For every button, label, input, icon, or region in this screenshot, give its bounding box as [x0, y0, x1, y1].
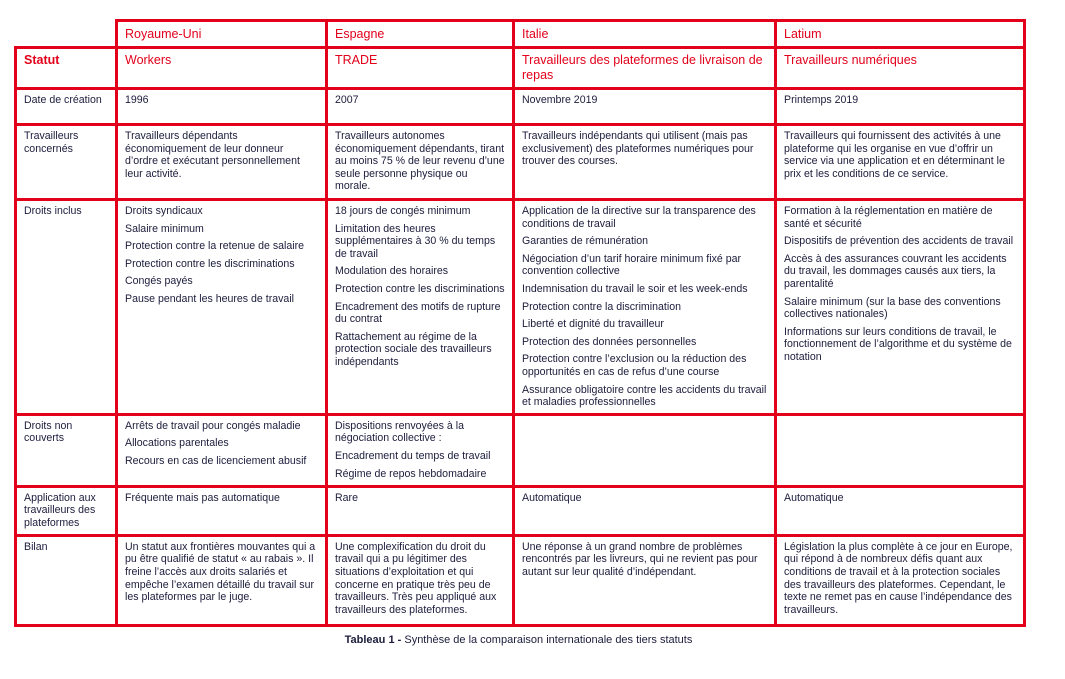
table-cell	[514, 535, 776, 625]
row-label: Date de création	[16, 89, 117, 125]
table-cell	[327, 200, 514, 415]
table-cell	[514, 200, 776, 415]
row-label: Travailleurs concernés	[16, 125, 117, 200]
row-label: Application aux travailleurs des plateformes	[16, 486, 117, 535]
cell-item: Encadrement des motifs de rupture du contrat	[335, 300, 501, 326]
row-label: Bilan	[16, 535, 117, 625]
empty-corner-cell	[16, 21, 117, 48]
status-cell	[776, 48, 1025, 89]
table-cell	[776, 89, 1025, 125]
table-row	[16, 414, 1025, 486]
cell-item: Négociation d’un tarif horaire minimum fixé par convention collective	[522, 252, 742, 278]
status-value: Workers	[125, 53, 172, 67]
cell-item: Régime de repos hebdomadaire	[335, 467, 487, 480]
cell-item: Rare	[335, 491, 358, 504]
cell-item: Droits syndicaux	[125, 205, 203, 217]
cell-item: Arrêts de travail pour congés maladie	[125, 419, 301, 432]
cell-item: Fréquente mais pas automatique	[125, 491, 280, 504]
table-cell	[117, 125, 327, 200]
row-label: Droits inclus	[16, 200, 117, 415]
table-row	[16, 89, 1025, 125]
caption-label: Tableau 1 -	[344, 634, 402, 646]
status-value: Travailleurs numériques	[784, 53, 917, 67]
table-row	[16, 200, 1025, 415]
status-cell	[514, 48, 776, 89]
table-cell	[514, 89, 776, 125]
cell-item: Assurance obligatoire contre les accidents du travail et maladies professionnelles	[522, 383, 767, 409]
table-cell	[117, 414, 327, 486]
table-cell	[776, 125, 1025, 200]
cell-item: Accès à des assurances couvrant les accidents du travail, les dommages causés aux tiers, la parentalité	[784, 252, 1007, 290]
row-label: Statut	[16, 48, 117, 89]
table-cell	[776, 200, 1025, 415]
table-cell	[776, 535, 1025, 625]
table-row	[16, 125, 1025, 200]
cell-item: Limitation des heures supplémentaires à 30 % du temps de travail	[335, 222, 496, 260]
cell-item: Congés payés	[125, 275, 193, 288]
cell-item: Formation à la réglementation en matière de santé et sécurité	[784, 205, 993, 230]
cell-item: Protection des données personnelles	[522, 335, 697, 348]
country-header-row	[16, 21, 1025, 48]
table-caption	[0, 634, 1037, 646]
table-cell	[327, 486, 514, 535]
table-cell	[327, 414, 514, 486]
cell-item: 18 jours de congés minimum	[335, 205, 471, 217]
caption-text: Synthèse de la comparaison internationale des tiers statuts	[401, 634, 693, 646]
table-cell	[776, 414, 1025, 486]
cell-item: Rattachement au régime de la protection sociale des travailleurs indépendants	[335, 330, 492, 368]
status-value: Travailleurs des plateformes de livraison de repas	[522, 53, 763, 82]
cell-item: Protection contre la discrimination	[522, 300, 681, 313]
cell-item: Application de la directive sur la transparence des conditions de travail	[522, 205, 756, 230]
cell-item: Travailleurs autonomes économiquement dépendants, tirant au moins 75 % de leur revenu d’une seule personne physique ou morale.	[335, 130, 505, 193]
cell-item: Protection contre les discriminations	[125, 257, 295, 270]
table-cell	[117, 486, 327, 535]
table-cell	[117, 200, 327, 415]
cell-item: Travailleurs dépendants économiquement de leur donneur d’ordre et exécutant personnellement leur activité.	[125, 130, 300, 180]
status-value: TRADE	[335, 53, 378, 67]
cell-item: Liberté et dignité du travailleur	[522, 318, 664, 331]
cell-item: Une complexification du droit du travail qui a pu légitimer des situations d’exploitation et qui concerne en pratique très peu de travailleurs. Très peu appliqué aux travailleurs des plateformes.	[335, 540, 497, 616]
cell-item: Informations sur leurs conditions de travail, le fonctionnement de l’algorithme et du système de notation	[784, 325, 1012, 363]
cell-item: Recours en cas de licenciement abusif	[125, 454, 307, 467]
country-header: Royaume-Uni	[117, 21, 327, 48]
cell-item: Protection contre la retenue de salaire	[125, 240, 305, 253]
cell-item: Modulation des horaires	[335, 265, 449, 278]
cell-item: Protection contre l’exclusion ou la réduction des opportunités en cas de refus d’une course	[522, 353, 747, 378]
table-cell	[117, 535, 327, 625]
cell-item: Indemnisation du travail le soir et les week-ends	[522, 282, 748, 295]
cell-item: Novembre 2019	[522, 94, 598, 106]
cell-item: 2007	[335, 94, 359, 106]
cell-item: Une réponse à un grand nombre de problèmes rencontrés par les livreurs, qui ne revient pas pour autant sur leur qualité d’indépendant.	[522, 540, 758, 578]
country-header: Espagne	[327, 21, 514, 48]
cell-item: Allocations parentales	[125, 437, 229, 450]
status-cell	[327, 48, 514, 89]
table-cell	[514, 486, 776, 535]
cell-item: Protection contre les discriminations	[335, 282, 505, 295]
status-row	[16, 48, 1025, 89]
cell-item: Législation la plus complète à ce jour en Europe, qui répond à de nombreux défis quant aux conditions de travail et à la protection sociales des travailleurs des plateformes. Cependant, le texte ne remet pas en cause l’indépendance des travailleurs.	[784, 540, 1013, 616]
table-cell	[327, 89, 514, 125]
cell-item: Travailleurs qui fournissent des activités à une plateforme qui les organise en vue d’offrir un service via une application et en déterminant le prix et les conditions de ce service.	[784, 130, 1005, 180]
cell-item: Dispositifs de prévention des accidents de travail	[784, 235, 1014, 248]
country-header: Latium	[776, 21, 1025, 48]
table-cell	[514, 414, 776, 486]
cell-item: Encadrement du temps de travail	[335, 449, 491, 462]
status-cell	[117, 48, 327, 89]
table-cell	[327, 535, 514, 625]
cell-item: Automatique	[522, 491, 582, 504]
row-label: Droits non couverts	[16, 414, 117, 486]
cell-item: Garanties de rémunération	[522, 235, 649, 248]
table-cell	[327, 125, 514, 200]
comparison-table	[14, 19, 1026, 627]
cell-item: Printemps 2019	[784, 94, 859, 106]
cell-item: Automatique	[784, 491, 844, 504]
table-row	[16, 486, 1025, 535]
cell-item: Un statut aux frontières mouvantes qui a pu être qualifié de statut « au rabais ». Il freine l’accès aux droits salariés et empêche l’examen détaillé du travail sur les plateformes par le juge.	[125, 540, 316, 604]
cell-item: Dispositions renvoyées à la négociation collective :	[335, 419, 464, 445]
cell-item: Travailleurs indépendants qui utilisent (mais pas exclusivement) des plateformes numériques pour trouver des courses.	[522, 130, 754, 168]
cell-item: Pause pendant les heures de travail	[125, 292, 295, 305]
cell-item: Salaire minimum (sur la base des conventions collectives nationales)	[784, 295, 1001, 321]
cell-item: Salaire minimum	[125, 222, 204, 235]
cell-item: 1996	[125, 94, 149, 106]
country-header: Italie	[514, 21, 776, 48]
table-cell	[117, 89, 327, 125]
table-cell	[776, 486, 1025, 535]
table-cell	[514, 125, 776, 200]
table-row	[16, 535, 1025, 625]
